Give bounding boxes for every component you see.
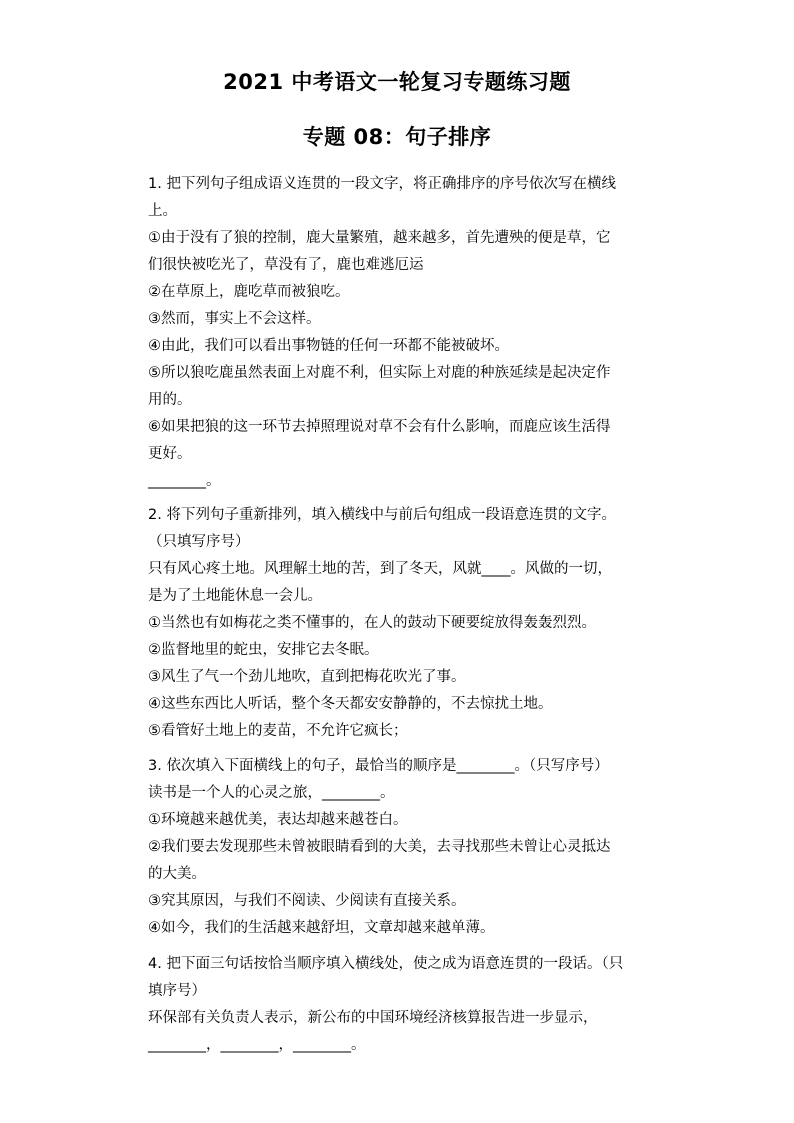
document-subtitle: 专题 08：句子排序 (302, 125, 492, 149)
question-1-stem-cont: 上。 (148, 203, 177, 219)
question-1-stem: 1. 把下列句子组成语义连贯的一段文字，将正确排序的序号依次写在横线 (148, 176, 616, 192)
question-1-option-3: ③然而，事实上不会这样。 (148, 311, 321, 327)
question-3-option-3: ③究其原因，与我们不阅读、少阅读有直接关系。 (148, 893, 466, 909)
document-title: 2021 中考语文一轮复习专题练习题 (223, 70, 571, 94)
question-1-option-2: ②在草原上，鹿吃草而被狼吃。 (148, 284, 350, 300)
question-1-answer-blank: ________。 (148, 473, 221, 489)
question-2-option-3: ③风生了气一个劲儿地吹，直到把梅花吹光了事。 (148, 669, 466, 685)
question-1-option-6: ⑥如果把狼的这一环节去掉照理说对草不会有什么影响，而鹿应该生活得 (148, 419, 611, 435)
question-4-passage: 环保部有关负责人表示，新公布的中国环境经济核算报告进一步显示， (148, 1010, 598, 1026)
question-1-option-5: ⑤所以狼吃鹿虽然表面上对鹿不利，但实际上对鹿的种族延续是起决定作 (148, 365, 611, 381)
question-2-option-4: ④这些东西比人听话，整个冬天都安安静静的，不去惊扰土地。 (148, 696, 553, 712)
question-2-option-5: ⑤看管好土地上的麦苗，不允许它疯长； (148, 723, 408, 739)
question-1-option-4: ④由此，我们可以看出事物链的任何一环都不能被破坏。 (148, 338, 509, 354)
question-1-option-1: ①由于没有了狼的控制，鹿大量繁殖，越来越多，首先遭殃的便是草，它 (148, 230, 611, 246)
question-2-passage: 只有风心疼土地。风理解土地的苦，到了冬天，风就____。风做的一切， (148, 561, 612, 577)
question-2-passage-cont: 是为了土地能休息一会儿。 (148, 588, 322, 604)
questions-body (148, 171, 673, 1059)
question-3-option-2: ②我们要去发现那些未曾被眼睛看到的大美，去寻找那些未曾让心灵抵达 (148, 839, 611, 855)
question-2-stem: 2. 将下列句子重新排列，填入横线中与前后句组成一段语意连贯的文字。 (148, 507, 616, 523)
question-2-option-2: ②监督地里的蛇虫，安排它去冬眠。 (148, 642, 379, 658)
question-3-stem: 3. 依次填入下面横线上的句子，最恰当的顺序是________。（只写序号） (148, 758, 609, 774)
question-4-stem: 4. 把下面三句话按恰当顺序填入横线处，使之成为语意连贯的一段话。（只 (148, 956, 624, 972)
question-4-answer-blanks: ________，________，________。 (148, 1037, 366, 1053)
question-1-option-1-cont: 们很快被吃光了，草没有了，鹿也难逃厄运 (148, 257, 424, 273)
question-3-passage: 读书是一个人的心灵之旅，________。 (148, 785, 395, 801)
question-2-stem-cont: （只填写序号） (148, 534, 250, 550)
question-1 (148, 171, 673, 495)
question-2 (148, 502, 673, 745)
question-3-option-2-cont: 的大美。 (148, 866, 206, 882)
question-1-option-5-cont: 用的。 (148, 392, 192, 408)
question-3-option-4: ④如今，我们的生活越来越舒坦，文章却越来越单薄。 (148, 920, 495, 936)
question-3-option-1: ①环境越来越优美，表达却越来越苍白。 (148, 812, 408, 828)
question-4-stem-cont: 填序号） (148, 983, 206, 999)
question-1-option-6-cont: 更好。 (148, 446, 192, 462)
question-3 (148, 753, 673, 942)
question-4 (148, 951, 673, 1059)
question-2-option-1: ①当然也有如梅花之类不懂事的，在人的鼓动下硬要绽放得轰轰烈烈。 (148, 615, 596, 631)
